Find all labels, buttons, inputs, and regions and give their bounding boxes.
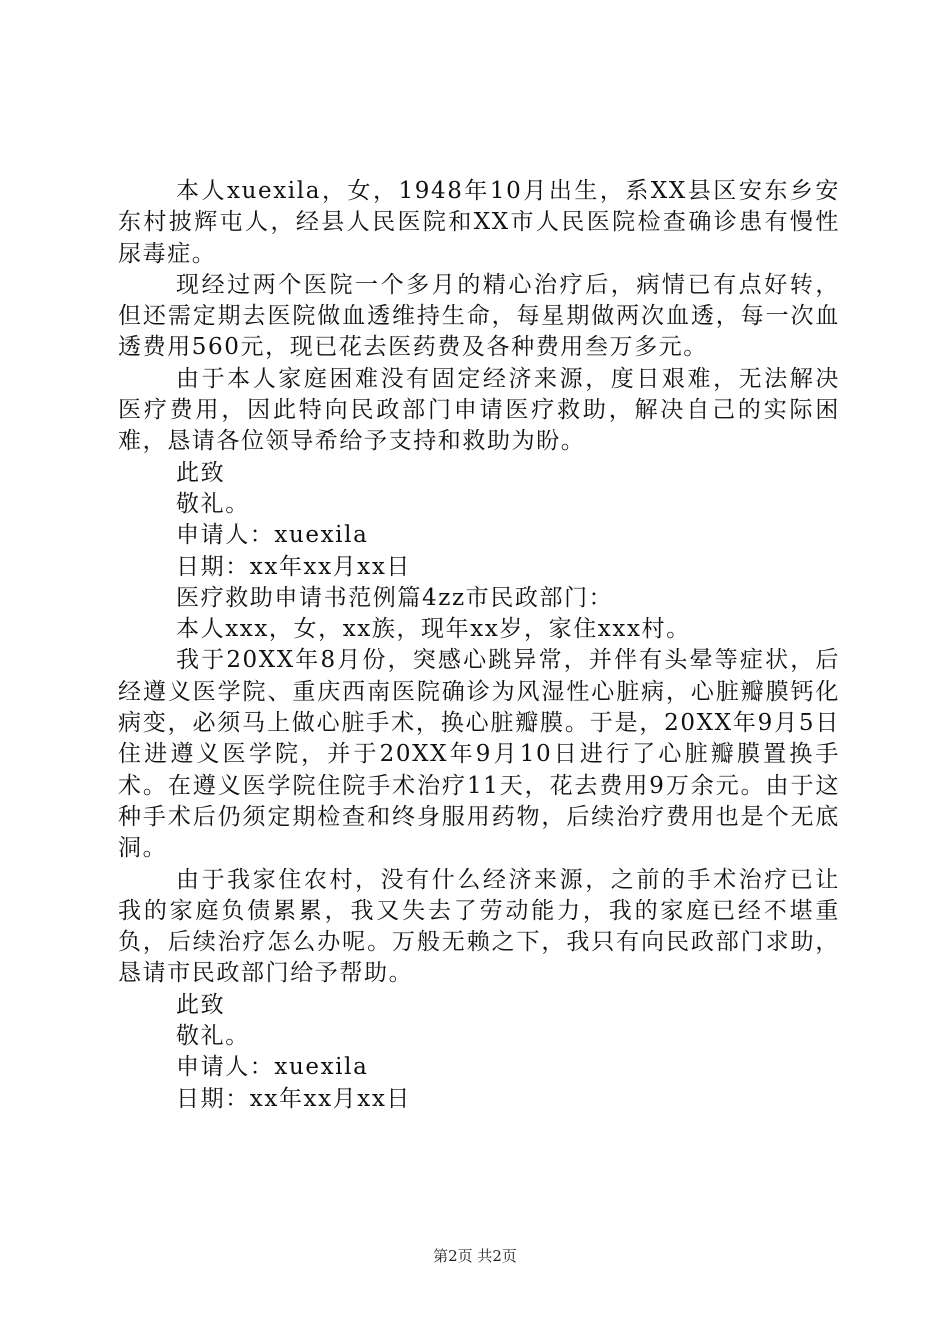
applicant-line: 申请人：xuexila bbox=[176, 522, 369, 549]
date-line: 日期：xx年xx月xx日 bbox=[176, 553, 412, 580]
paragraph-request: 由于本人家庭困难没有固定经济来源，度日艰难，无法解决医疗费用，因此特向民政部门申请医疗救助，解决自己的实际困难，恳请各位领导希给予支持和救助为盼。 bbox=[118, 365, 840, 455]
closing-salute-2: 敬礼。 bbox=[176, 1023, 250, 1050]
closing-greeting-2: 此致 bbox=[176, 991, 226, 1018]
closing-salute: 敬礼。 bbox=[176, 490, 250, 517]
paragraph-diagnosis: 本人xuexila，女，1948年10月出生，系XX县区安东乡安东村披辉屯人，经县人民医院和XX市人民医院检查确诊患有慢性尿毒症。 bbox=[118, 178, 840, 267]
closing-greeting: 此致 bbox=[176, 459, 226, 486]
paragraph-surgery: 我于20XX年8月份，突感心跳异常，并伴有头晕等症状，后经遵义医学院、重庆西南医院确诊为风湿性心脏病，心脏瓣膜钙化病变，必须马上做心脏手术，换心脏瓣膜。于是，20XX年9月5日住进遵义医学院，并于20XX年9月10日进行了心脏瓣膜置换手术。在遵义医学院住院手术治疗11天，花去费用9万余元。由于这种手术后仍须定期检查和终身服用药物，后续治疗费用也是个无底洞。 bbox=[118, 647, 840, 862]
paragraph-treatment: 现经过两个医院一个多月的精心治疗后，病情已有点好转，但还需定期去医院做血透维持生命，每星期做两次血透，每一次血透费用560元，现已花去医药费及各种费用叁万多元。 bbox=[118, 271, 840, 361]
paragraph-intro: 本人xxx，女，xx族，现年xx岁，家住xxx村。 bbox=[176, 616, 691, 643]
example-heading: 医疗救助申请书范例篇4zz市民政部门： bbox=[176, 584, 614, 611]
applicant-line-2: 申请人：xuexila bbox=[176, 1054, 369, 1081]
paragraph-hardship: 由于我家住农村，没有什么经济来源，之前的手术治疗已让我的家庭负债累累，我又失去了劳动能力，我的家庭已经不堪重负，后续治疗怎么办呢。万般无赖之下，我只有向民政部门求助，恳请市民政部门给予帮助。 bbox=[118, 866, 840, 987]
document-body bbox=[118, 176, 840, 1115]
date-line-2: 日期：xx年xx月xx日 bbox=[176, 1085, 412, 1112]
page-number-footer: 第2页 共2页 bbox=[433, 1247, 517, 1265]
